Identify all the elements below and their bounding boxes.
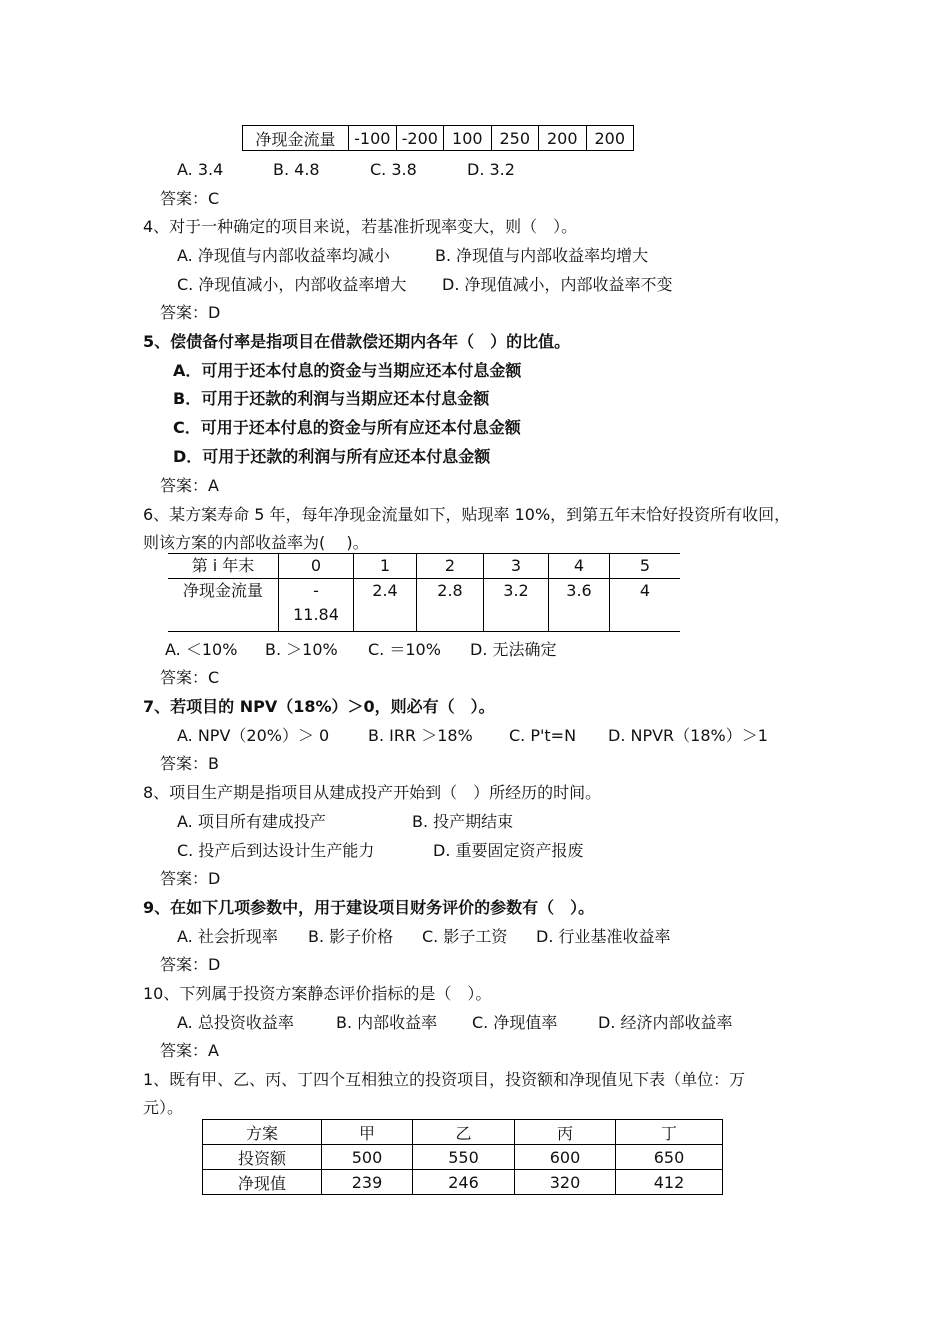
table-cell: 5	[610, 554, 681, 579]
option-b: B. ＞10%	[265, 640, 338, 659]
answer: 答案：A	[160, 476, 219, 495]
table-cell: 甲	[322, 1120, 413, 1145]
option-a: A. 总投资收益率	[177, 1013, 294, 1032]
option-d: D. 行业基准收益率	[536, 927, 671, 946]
option-a: A. 3.4	[177, 160, 224, 179]
q10-options	[177, 1013, 733, 1033]
table-row	[243, 126, 634, 151]
q9-options	[177, 927, 671, 947]
option-c: C. 影子工资	[422, 927, 508, 946]
option-d: D. 经济内部收益率	[598, 1013, 733, 1032]
table-header-row	[168, 554, 680, 579]
table-cell: 净现金流量	[243, 126, 349, 151]
cell-line: 11.84	[293, 605, 339, 624]
q4-options-row1	[177, 246, 648, 266]
table-row	[203, 1170, 723, 1195]
option-d: D. NPVR（18%）＞1	[608, 726, 768, 745]
table-cell: 412	[616, 1170, 723, 1195]
table-cell	[279, 579, 354, 632]
question-10: 10、下列属于投资方案静态评价指标的是（ ）。	[143, 984, 492, 1003]
option-b: B. 净现值与内部收益率均增大	[435, 246, 649, 265]
table-cell: 方案	[203, 1120, 322, 1145]
option-c: C．可用于还本付息的资金与所有应还本付息金额	[173, 418, 521, 437]
question-6-line2: 则该方案的内部收益率为( )。	[143, 533, 369, 552]
option-a: A. 净现值与内部收益率均减小	[177, 246, 390, 265]
answer: 答案：C	[160, 189, 220, 208]
table-cell: 246	[413, 1170, 515, 1195]
option-a: A. NPV（20%）＞ 0	[177, 726, 330, 745]
table-cell: 3.6	[549, 579, 610, 632]
table-cell: 2	[417, 554, 484, 579]
table-cell: 3	[484, 554, 549, 579]
option-b: B. 4.8	[273, 160, 320, 179]
question-6-line1: 6、某方案寿命 5 年，每年净现金流量如下，贴现率 10%，到第五年末恰好投资所有收回，	[143, 505, 791, 524]
table-cell: 4	[610, 579, 681, 632]
question-5: 5、偿债备付率是指项目在借款偿还期内各年（ ）的比值。	[143, 332, 571, 351]
table-cell: 200	[586, 126, 634, 151]
table-cell: 650	[616, 1145, 723, 1170]
investment-table	[202, 1119, 723, 1195]
option-d: D. 无法确定	[470, 640, 557, 659]
answer: 答案：C	[160, 668, 220, 687]
question-7: 7、若项目的 NPV（18%）＞0，则必有（ ）。	[143, 697, 495, 716]
option-a: A．可用于还本付息的资金与当期应还本付息金额	[173, 361, 522, 380]
answer: 答案：D	[160, 955, 221, 974]
question-4: 4、对于一种确定的项目来说，若基准折现率变大，则（ ）。	[143, 217, 578, 236]
option-d: D. 净现值减小，内部收益率不变	[442, 275, 673, 294]
option-b: B．可用于还款的利润与当期应还本付息金额	[173, 389, 490, 408]
table-cell: 1	[354, 554, 417, 579]
answer: 答案：D	[160, 303, 221, 322]
option-b: B. 内部收益率	[336, 1013, 438, 1032]
table-cell: 投资额	[203, 1145, 322, 1170]
table-cell: 丙	[515, 1120, 616, 1145]
option-c: C. 净现值率	[472, 1013, 558, 1032]
q4-options-row2	[177, 275, 673, 295]
table-cell: -200	[396, 126, 443, 151]
option-b: B. 投产期结束	[412, 812, 514, 831]
table-cell: 250	[491, 126, 538, 151]
answer: 答案：B	[160, 754, 219, 773]
q8-options-row1	[177, 812, 513, 832]
table-cell: 320	[515, 1170, 616, 1195]
table-cell: -100	[349, 126, 396, 151]
option-d: D. 重要固定资产报废	[433, 841, 584, 860]
option-d: D．可用于还款的利润与所有应还本付息金额	[173, 447, 491, 466]
calc-question-1-line2: 元）。	[143, 1098, 184, 1117]
table-cell: 第 i 年末	[168, 554, 279, 579]
option-a: A. ＜10%	[165, 640, 238, 659]
option-b: B. IRR ＞18%	[368, 726, 473, 745]
option-c: C. P't=N	[509, 726, 577, 745]
table-cell: 4	[549, 554, 610, 579]
question-9: 9、在如下几项参数中，用于建设项目财务评价的参数有（ ）。	[143, 898, 595, 917]
table-cell: 乙	[413, 1120, 515, 1145]
table-cell: 0	[279, 554, 354, 579]
question-8: 8、项目生产期是指项目从建成投产开始到（ ）所经历的时间。	[143, 783, 602, 802]
calc-question-1-line1: 1、既有甲、乙、丙、丁四个互相独立的投资项目，投资额和净现值见下表（单位：万	[143, 1070, 746, 1089]
table-cell: 500	[322, 1145, 413, 1170]
table-cell: 净现金流量	[182, 581, 263, 600]
option-a: A. 社会折现率	[177, 927, 278, 946]
option-a: A. 项目所有建成投产	[177, 812, 326, 831]
option-c: C. 3.8	[370, 160, 417, 179]
answer: 答案：A	[160, 1041, 219, 1060]
table-cell: 丁	[616, 1120, 723, 1145]
answer: 答案：D	[160, 869, 221, 888]
table-header-row	[203, 1120, 723, 1145]
table-cell: 净现值	[203, 1170, 322, 1195]
option-c: C. 净现值减小，内部收益率增大	[177, 275, 407, 294]
q7-options	[177, 726, 768, 746]
table-cell: 239	[322, 1170, 413, 1195]
table-row	[168, 579, 680, 632]
q8-options-row2	[177, 841, 584, 861]
option-d: D. 3.2	[467, 160, 515, 179]
option-c: C. 投产后到达设计生产能力	[177, 841, 375, 860]
table-cell: 200	[539, 126, 586, 151]
table-cell: 3.2	[484, 579, 549, 632]
cash-flow-table-q6	[168, 553, 680, 632]
table-cell: 550	[413, 1145, 515, 1170]
cell-line: -	[313, 581, 319, 600]
q6-options	[165, 640, 557, 660]
table-cell: 2.8	[417, 579, 484, 632]
option-c: C. ＝10%	[368, 640, 441, 659]
option-b: B. 影子价格	[308, 927, 394, 946]
cash-flow-table-top	[242, 125, 634, 151]
table-cell: 2.4	[354, 579, 417, 632]
table-cell: 600	[515, 1145, 616, 1170]
q3-options	[177, 160, 515, 180]
table-cell: 100	[444, 126, 491, 151]
table-row	[203, 1145, 723, 1170]
